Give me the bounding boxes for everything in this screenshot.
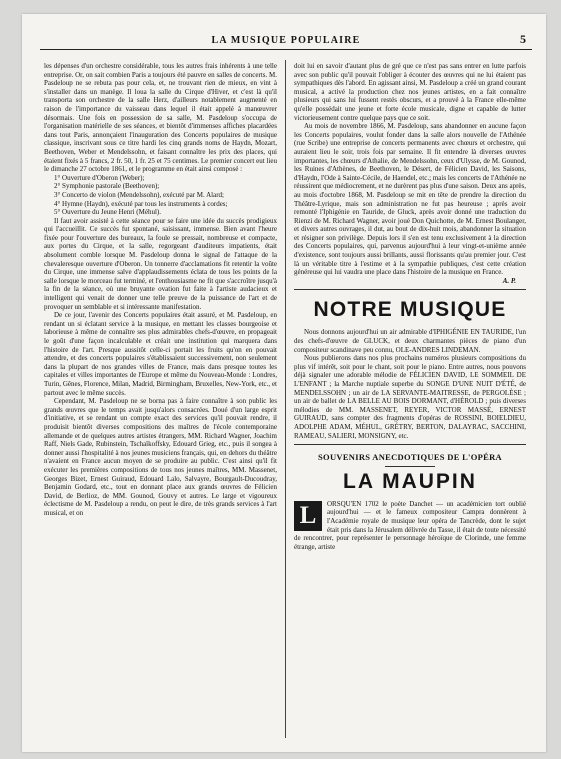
article-paragraph: les dépenses d'un orchestre considérable, tous les autres frais inhérents à une telle entreprise. Or, on sait combien Paris a toujours été pauvre en salles de concerts. M. Pasdeloup ne se rebuta pas pour cela, et, ne trouvant rien de mieux, en vint à s'installer dans un manège. Il loua la salle du Cirque d'Hiver, et c'est là qu'il transporta son orchestre de la salle Herz, d'ailleurs notablement augmenté en raison de l'importance du vaisseau dans lequel il était appelé à manœuvrer désormais. Une fois en possession de sa salle, M. Pasdeloup s'occupa de l'organisation matérielle de ses séances, et bientôt d'immenses affiches placardées dans tout Paris, annonçaient l'inauguration des Concerts populaires de musique classique, inscrivant sous ce titre hardi les cinq grands noms de Haydn, Mozart, Beethoven, Weber et Mendelssohn, et faisant connaître les prix des places, qui étaient fixés à 5 francs, 2 fr. 50, 1 fr. 25 et 75 centimes. Le premier concert eut lieu le dimanche 27 octobre 1861, et le programme en était ainsi composé :: [44, 62, 277, 174]
article-paragraph: doit lui en savoir d'autant plus de gré que ce n'est pas sans entrer en lutte parfois avec son public qu'il pouvait l'obliger à écouter des œuvres qui ne lui étaient pas sympathiques dès l'abord. En agissant ainsi, M. Pasdeloup a créé un grand courant musical, a activé la production chez nos jeunes artistes, en a fait connaître plusieurs qui sans lui fussent restés obscurs, et a prouvé à la France elle-même qu'elle possédait une jeune et forte école musicale, digne et capable de lutter victorieusement contre quelque pays que ce soit.: [294, 62, 526, 122]
la-maupin-heading: LA MAUPIN: [343, 469, 477, 493]
section-rule: [294, 444, 526, 445]
program-item: 5° Ouverture du Jeune Henri (Méhul).: [54, 208, 161, 217]
right-column: [294, 62, 526, 551]
publication-title: LA MUSIQUE POPULAIRE: [211, 35, 361, 46]
article-signature: A. P.: [502, 276, 516, 285]
header-rule: [40, 49, 532, 50]
program-item: 3° Concerto de violon (Mendelssohn), exécuté par M. Alard;: [54, 190, 224, 199]
left-column: [44, 62, 277, 517]
drop-cap: L: [294, 501, 322, 531]
heading-ornament-rule: [385, 466, 435, 467]
article-paragraph: Au mois de novembre 1866, M. Pasdeloup, sans abandonner en aucune façon les Concerts populaires, voulut fonder dans la salle alors nouvelle de l'Athénée (rue Scribe) une entreprise de concerts permanents avec chœurs et orchestre, qui auraient lieu le soir, trois fois par semaine. Il fit entendre là diverses œuvres importantes, les chœurs d'Athalie, de Mendelssohn, ceux d'Ulysse, de M. Gounod, les Ruines d'Athènes, de Beethoven, le Désert, de Félicien David, les Saisons, d'Haydn, l'Ode à Sainte-Cécile, de Haendel, etc.; mais les concerts de l'Athénée ne réussirent que médiocrement, et ne durèrent pas plus d'une saison. Deux ans après, au mois d'octobre 1868, M. Pasdeloup se mit en tête de prendre la direction du Théâtre-Lyrique, mais son administration ne fut pas heureuse ; après avoir remonté l'Iphigénie en Tauride, de Gluck, après avoir donné une traduction du Rienzi de M. Richard Wagner, avoir joué Don Quichotte, de M. Ernest Boulanger, et divers autres ouvrages, il dut, au bout de dix-huit mois, abandonner la situation et résigner son privilège. Depuis lors il s'en est tenu exclusivement à la direction des Concerts populaires, qui, parvenus aujourd'hui à leur vingt-et-unième année d'existence, sont toujours aussi brillants, aussi florissants qu'au premier jour. C'est là un véritable titre à l'estime et à la sympathie publiques, c'est cette création généreuse qui lui vaudra une place dans l'histoire de la musique en France.: [294, 122, 526, 277]
program-item: 4° Hymne (Haydn), exécuté par tous les instruments à cordes;: [54, 199, 228, 208]
page-header: [40, 32, 532, 54]
program-item: 2° Symphonie pastorale (Beethoven);: [54, 182, 160, 191]
article-paragraph: ORSQU'EN 1702 le poète Danchet — un académicien tort oublié aujourd'hui — et le fameux compositeur Campra donnèrent à l'Académie royale de musique leur opéra de Tancrède, dont le sujet était pris dans la Jérusalem délivrée du Tasse, il était de toute nécessité de rencontrer, pour représenter le personnage héroïque de Clorinde, une femme étrange, artiste: [294, 499, 526, 551]
page-number: 5: [520, 32, 526, 46]
article-paragraph: Il faut avoir assisté à cette séance pour se faire une idée du succès prodigieux qui l'accueillit. Ce succès fut spontané, saisissant, immense. Bien avant l'heure fixée pour l'ouverture des bureaux, la foule se pressait, nombreuse et compacte, aux portes du Cirque, et la salle, regorgeant d'auditeurs impatients, était absolument comble lorsque M. Pasdeloup donna le signal de l'attaque de la chevaleresque ouverture d'Oberon. Un tonnerre d'acclamations fit retentir la voûte du Cirque, une immense salve d'applaudissements éclata de tous les points de la salle lorsque le morceau fut terminé, et l'enthousiasme ne fit que s'accroître jusqu'à la fin de la séance, où une bruyante ovation fut faite à l'artiste audacieux et intelligent qui venait de donner une telle preuve de la puissance de l'art et de provoquer un semblable et si intéressante manifestation.: [44, 216, 277, 311]
article-paragraph: De ce jour, l'avenir des Concerts populaires était assuré, et M. Pasdeloup, en rendant un si éclatant service à la musique, en mettant les classes bourgeoise et laborieuse à même de connaître ses plus admirables chefs-d'œuvre, en propageait le goût d'une façon incalculable et créait une institution qui marquera dans l'histoire de l'art. Presque aussitôt celle-ci portait les fruits qu'on en pouvait attendre, et des concerts populaires s'établissaient successivement, non seulement dans la plupart de nos grandes villes de France, mais dans presque toutes les capitales et villes importantes de l'Europe et même du Nouveau-Monde : Londres, Turin, Gênes, Florence, Milan, Madrid, Birmingham, Bruxelles, New-York, etc., et partout avec le même succès.: [44, 311, 277, 397]
maupin-article: [294, 500, 526, 552]
notre-musique-paragraph: Nous donnons aujourd'hui un air admirable d'IPHIGÉNIE EN TAURIDE, l'un des chefs-d'œuvre de GLUCK, et deux charmantes pièces de piano d'un compositeur scandinave peu connu, OLE-ANDRES LINDEMAN.: [294, 328, 526, 354]
article-paragraph: Cependant, M. Pasdeloup ne se borna pas à faire connaître à son public les grands œuvres que le temps avait jusqu'alors consacrées. Doué d'un large esprit d'initiative, et se rendant un compte exact des services qu'il pouvait rendre, il produisit bientôt diverses compositions des maîtres de l'école contemporaine allemande et de quelques autres artistes étrangers, MM. Richard Wagner, Joachim Raff, Niels Gade, Rubinstein, Tschaïkoffsky, Edouard Grieg, etc., puis il songea à donner aussi l'hospitalité à nos jeunes musiciens français, qui, en dehors du théâtre n'avaient en France aucun moyen de se produire au public. C'est ainsi qu'il fit exécuter les premières compositions de tous nos jeunes maîtres, MM. Massenet, Georges Bizet, Ernest Guiraud, Edouard Lalo, Salvayre, Bourgault-Ducoudray, Benjamin Godard, etc., tout en donnant place aux grands œuvres de Félicien David, de Berlioz, de MM. Gounod, Gouvy et autres. Le large et vigoureux éclectisme de M. Pasdeloup a rendu, on peut le dire, de très grands services à l'art musical, et on: [44, 397, 277, 517]
souvenirs-heading: SOUVENIRS ANECDOTIQUES DE L'OPÉRA: [318, 452, 502, 463]
newspaper-page: [22, 14, 546, 752]
section-rule: [294, 289, 526, 290]
column-separator: [285, 60, 286, 738]
concert-program: [54, 174, 277, 217]
notre-musique-heading: NOTRE MUSIQUE: [313, 298, 507, 322]
notre-musique-paragraph: Nous publierons dans nos plus prochains numéros plusieurs compositions du plus vif intérêt, soit pour le chant, soit pour le piano. Entre autres, nous pouvons déjà signaler une adorable mélodie de FÉLICIEN DAVID, LE SOMMEIL DE L'ENFANT ; la Marche nuptiale superbe du SONGE D'UNE NUIT D'ÉTÉ, de MENDELSSOHN ; un air de LA SERVANTE-MAITRESSE, de PERGOLÈSE ; un air de ballet de LA BELLE AU BOIS DORMANT, d'HÉROLD ; puis diverses mélodies de MM. MASSENET, REYER, VICTOR MASSÉ, ERNEST GUIRAUD, sans compter des fragments d'opéras de ROSSINI, BOIELDIEU, ADOLPHE ADAM, MÉHUL, GRÉTRY, BERTON, DALAYRAC, SACCHINI, RAMEAU, SALIERI, MONSIGNY, etc.: [294, 354, 526, 440]
program-item: 1° Ouverture d'Oberon (Weber);: [54, 173, 145, 182]
